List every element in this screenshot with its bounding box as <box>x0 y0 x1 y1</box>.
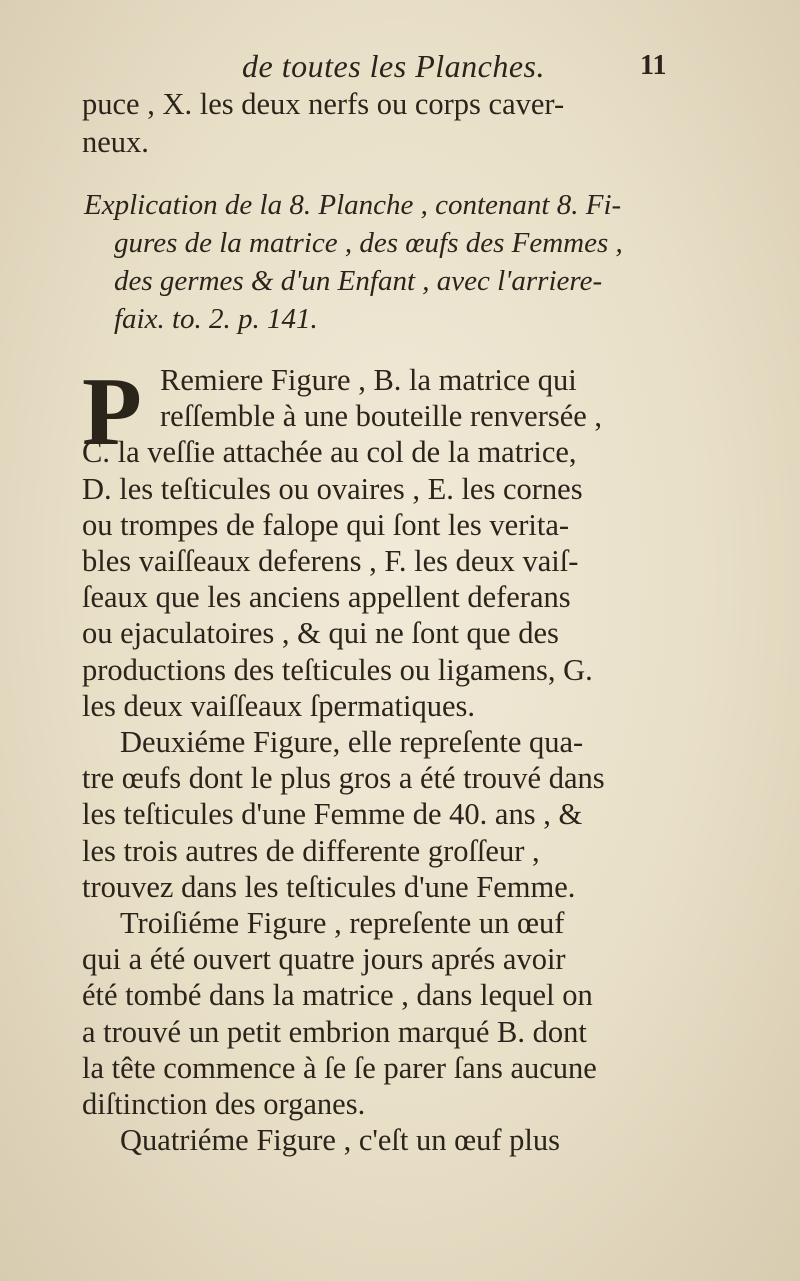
text-line: qui a été ouvert quatre jours aprés avoir <box>82 942 566 977</box>
text-line: reſſemble à une bouteille renversée , <box>160 399 603 434</box>
text-line: les trois autres de differente groſſeur , <box>82 833 540 868</box>
text-line: Deuxiéme Figure, elle repreſente qua- <box>120 725 584 760</box>
text-line: a trouvé un petit embrion marqué B. dont <box>82 1014 587 1049</box>
text-line: neux. <box>82 124 149 159</box>
body-text <box>82 358 682 1158</box>
caption-line: des germes & d'un Enfant , avec l'arriere- <box>114 265 603 297</box>
text-line: puce , X. les deux nerfs ou corps caver- <box>82 87 565 121</box>
text-line: les teſticules d'une Femme de 40. ans , & <box>82 797 583 832</box>
text-line: bles vaiſſeaux deferens , F. les deux vaiſ- <box>82 544 579 579</box>
text-line: la tête commence à ſe ſe parer ſans aucune <box>82 1050 597 1085</box>
page-number: 11 <box>640 50 667 81</box>
text-line: été tombé dans la matrice , dans lequel on <box>82 978 593 1013</box>
text-line: les deux vaiſſeaux ſpermatiques. <box>82 688 475 723</box>
text-line: Troiſiéme Figure , repreſente un œuf <box>120 906 565 941</box>
text-line: trouvez dans les teſticules d'une Femme. <box>82 869 576 904</box>
text-line: diſtinction des organes. <box>82 1087 366 1122</box>
text-line: C. la veſſie attachée au col de la matrice, <box>82 435 577 470</box>
text-line: productions des teſticules ou ligamens, G. <box>82 652 593 687</box>
caption-line: gures de la matrice , des œufs des Femmes , <box>114 227 623 259</box>
drop-cap: P <box>82 358 142 466</box>
running-title: de toutes les Planches. <box>242 48 545 84</box>
text-line: Remiere Figure , B. la matrice qui <box>160 363 577 397</box>
text-line: Quatriéme Figure , c'eſt un œuf plus <box>120 1123 561 1158</box>
text-line: D. les teſticules ou ovaires , E. les cornes <box>82 471 583 506</box>
text-line: ou trompes de falope qui ſont les verita- <box>82 507 570 542</box>
caption-line: Explication de la 8. Planche , contenant 8. Fi- <box>84 189 622 221</box>
plate-caption <box>84 186 674 338</box>
text-line: ou ejaculatoires , & qui ne ſont que des <box>82 616 559 651</box>
caption-line: faix. to. 2. p. 141. <box>114 303 318 335</box>
text-line: ſeaux que les anciens appellent deferans <box>82 580 571 615</box>
text-line: tre œufs dont le plus gros a été trouvé dans <box>82 761 605 796</box>
continuation-text <box>82 86 682 161</box>
